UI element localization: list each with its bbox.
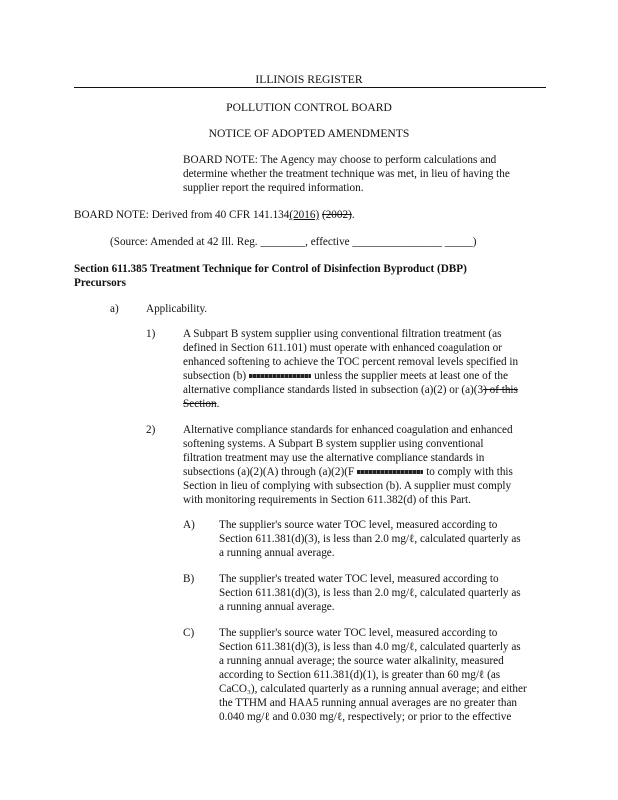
- item-c-line: 0.040 mg/ℓ and 0.030 mg/ℓ, respectively; or prior to the effective: [219, 711, 512, 723]
- item-c-line: Section 611.381(d)(3), is less than 4.0 mg/ℓ, calculated quarterly as: [219, 641, 521, 653]
- para-2-line: softening systems. A Subpart B system supplier using conventional: [183, 438, 484, 450]
- item-c-line: according to Section 611.381(d)(1), is greater than 60 mg/ℓ (as: [219, 669, 501, 681]
- para-1-line6-end: .: [216, 398, 220, 410]
- para-1-line5-start: alternative compliance standards listed in subsection (a)(2) or (a)(3: [183, 384, 484, 396]
- item-b-line: a running annual average.: [219, 601, 335, 613]
- notice-title: NOTICE OF ADOPTED AMENDMENTS: [208, 127, 410, 140]
- item-a-label: A): [183, 519, 195, 531]
- deleted-text: Section: [183, 398, 217, 410]
- para-2-line: [183, 465, 513, 480]
- redaction-mark: [249, 374, 311, 378]
- para-2-line: Alternative compliance standards for enhanced coagulation and enhanced: [183, 424, 513, 436]
- para-1-line: enhanced softening to achieve the TOC percent removal levels specified in: [183, 356, 519, 368]
- item-a-line: Section 611.381(d)(3), is less than 2.0 mg/ℓ, calculated quarterly as: [219, 533, 521, 545]
- para-1-line4-end: unless the supplier meets at least one of the: [314, 370, 508, 382]
- subsection-label: a): [110, 303, 119, 315]
- deleted-text: ) of this: [483, 384, 518, 396]
- para-1-line: [183, 369, 508, 384]
- register-title: ILLINOIS REGISTER: [255, 73, 363, 86]
- board-title: POLLUTION CONTROL BOARD: [226, 101, 392, 114]
- para-1-line4-start: subsection (b): [183, 370, 247, 382]
- item-c-line: the TTHM and HAA5 running annual averages are no greater than: [219, 697, 518, 709]
- item-c-line: The supplier's source water TOC level, measured according to: [219, 627, 498, 639]
- item-c-line: CaCO₃), calculated quarterly as a running annual average; and either: [219, 683, 527, 695]
- para-2-line4-start: subsections (a)(2)(A) through (a)(2)(F: [183, 466, 355, 478]
- item-b-line: Section 611.381(d)(3), is less than 2.0 mg/ℓ, calculated quarterly as: [219, 587, 521, 599]
- board-note-2: [74, 208, 355, 223]
- header-rule: [74, 87, 546, 88]
- board-note-2-end: .: [351, 209, 355, 221]
- source-note: (Source: Amended at 42 Ill. Reg. ________, effective ________________ _____): [110, 236, 477, 248]
- para-1-line: [183, 397, 219, 412]
- board-note-1-line: supplier report the required information.: [183, 182, 364, 194]
- board-note-1-line: determine whether the treatment technique was met, in lieu of having the: [183, 168, 510, 180]
- para-1-line: A Subpart B system supplier using conventional filtration treatment (as: [183, 328, 502, 340]
- section-heading-cont: Precursors: [74, 277, 126, 289]
- para-1-label: 1): [146, 328, 156, 340]
- item-a-line: a running annual average.: [219, 547, 335, 559]
- item-b-label: B): [183, 573, 195, 585]
- section-heading: Section 611.385 Treatment Technique for Control of Disinfection Byproduct (DBP): [74, 263, 467, 275]
- board-note-1-line: BOARD NOTE: The Agency may choose to perform calculations and: [183, 154, 497, 166]
- board-note-2-text: BOARD NOTE: Derived from 40 CFR 141.134: [74, 209, 290, 221]
- para-2-line: Section in lieu of complying with subsection (b). A supplier must comply: [183, 480, 512, 492]
- item-b-line: The supplier's treated water TOC level, measured according to: [219, 573, 499, 585]
- para-2-label: 2): [146, 424, 156, 436]
- para-2-line: filtration treatment may use the alternative compliance standards in: [183, 452, 485, 464]
- para-2-line4-end: to comply with this: [426, 466, 513, 478]
- item-c-line: a running annual average; the source water alkalinity, measured: [219, 655, 504, 667]
- redaction-mark: [357, 470, 423, 474]
- item-c-label: C): [183, 627, 195, 639]
- para-2-line: with monitoring requirements in Section 611.382(d) of this Part.: [183, 494, 471, 506]
- item-a-line: The supplier's source water TOC level, measured according to: [219, 519, 498, 531]
- inserted-text: (2016): [289, 209, 320, 221]
- para-1-line: [183, 383, 518, 398]
- subsection-text: Applicability.: [146, 303, 208, 315]
- para-1-line: defined in Section 611.101) must operate with enhanced coagulation or: [183, 342, 502, 354]
- deleted-text: (2002): [321, 209, 352, 221]
